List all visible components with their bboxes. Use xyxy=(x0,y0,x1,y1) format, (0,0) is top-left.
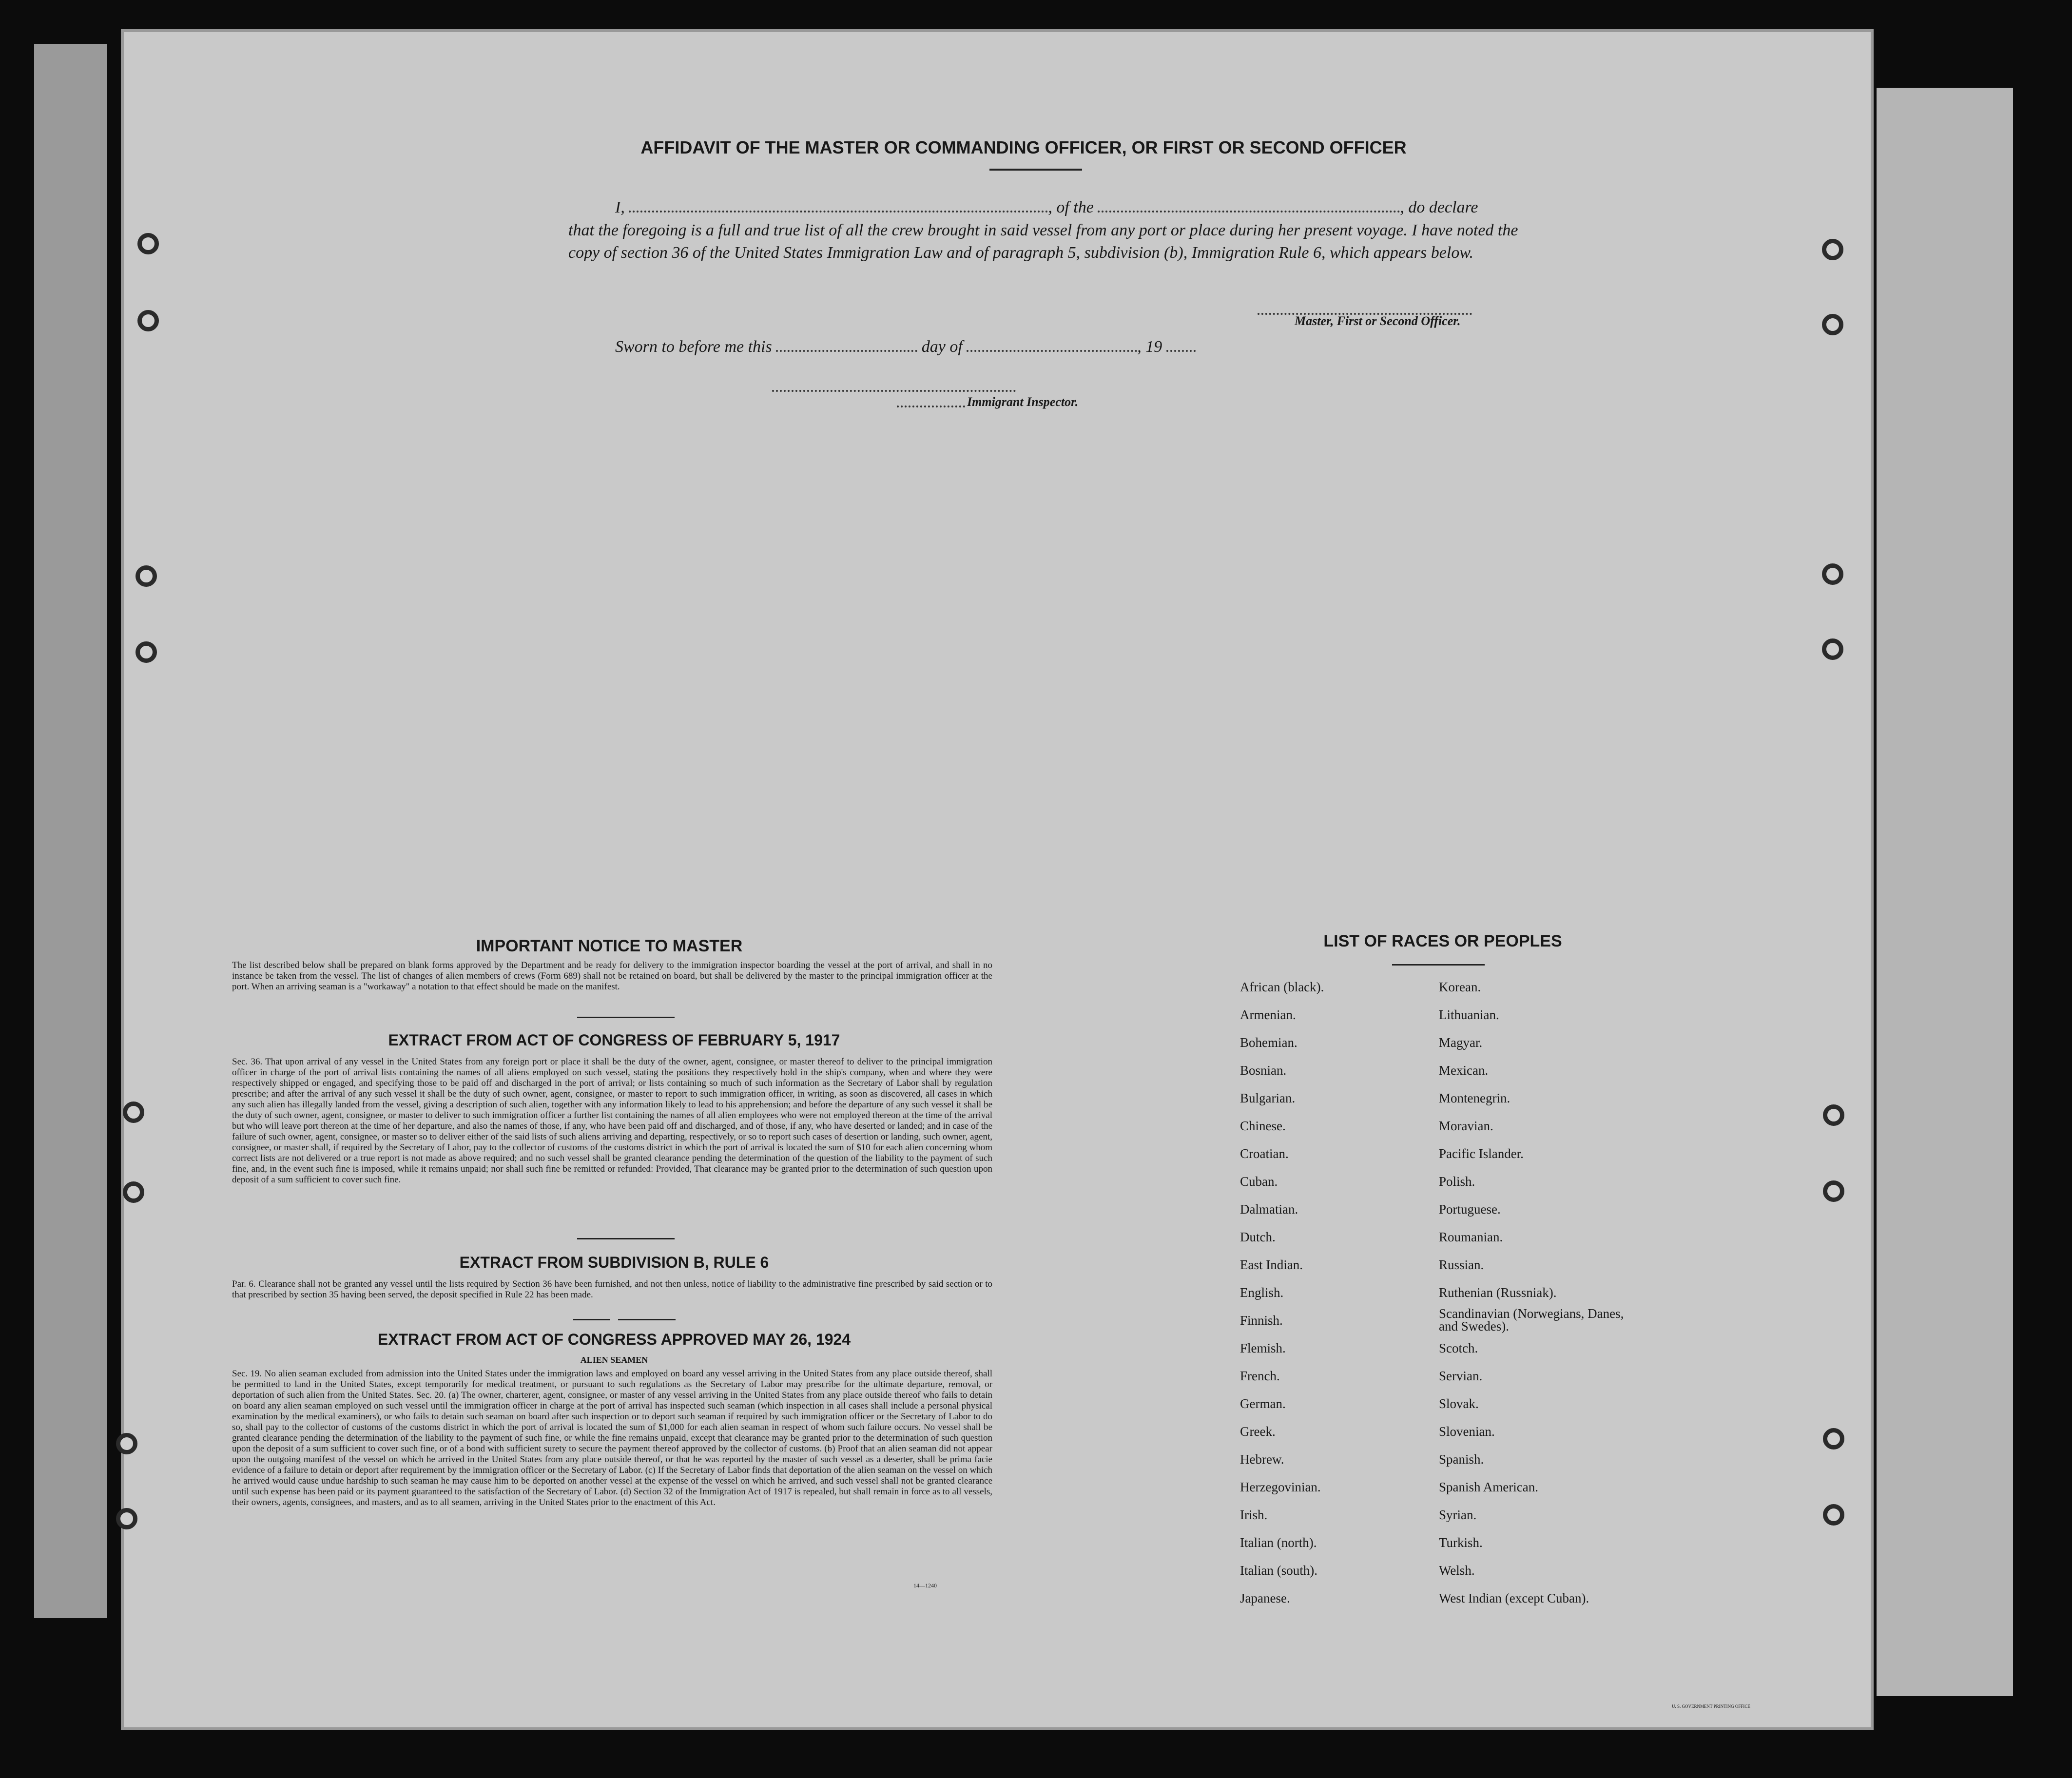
race-left: East Indian. xyxy=(1240,1257,1303,1272)
races-rule xyxy=(1392,964,1485,966)
extract-1917-text: Sec. 36. That upon arrival of any vessel in the United States from any foreign port or place it shall be the duty of the owner, agent, consignee, or master thereof to deliver to the principal immigration officer in charge of the port of arrival lists containing the names of all aliens employed on such vessel, stating the positions they respectively hold in the ship's company, when and where they were respectively shipped or engaged, and specifying those to be paid off and discharged in the port of arrival; or lists containing so much of such information as the Secretary of Labor shall by regulation prescribe; and after the arrival of any such vessel it shall be the duty of such owner, agent, consignee, or master to report to such immigration officer, in writing, as soon as discovered, all cases in which any such alien has illegally landed from the vessel, giving a description of such alien, together with any information likely to lead to his apprehension; and before the departure of any such vessel it shall be the duty of such owner, agent, consignee, or master to deliver to such immigration officer a further list containing the names of all alien employees who were not employed thereon at the time of the arrival but who will leave port thereon at the time of her departure, and also the names of those, if any, who have been paid off and discharged, and of those, if any, who have deserted or landed; and in case of the failure of such owner, agent, consignee, or master so to deliver either of the said lists of such aliens arriving and departing, respectively, or so to report such cases of desertion or landing, such owner, agent, consignee, or master shall, if required by the Secretary of Labor, pay to the collector of customs of the customs district in which the port of arrival is located the sum of $10 for each alien concerning whom correct lists are not delivered or a true report is not made as above required; and no such vessel shall be granted clearance pending the determination of the question of the liability to the payment of such fine, and, in the event such fine is imposed, while it remains unpaid; nor shall such fine be remitted or refunded: Provided, That clearance may be granted prior to the determination of such question upon deposit of a sum sufficient to cover such fine. xyxy=(232,1057,992,1185)
binder-hole xyxy=(116,1508,137,1529)
binder-hole xyxy=(1823,1428,1844,1449)
binder-hole xyxy=(136,565,157,587)
race-right: Ruthenian (Russniak). xyxy=(1439,1285,1557,1300)
printer-imprint: U. S. GOVERNMENT PRINTING OFFICE xyxy=(1672,1704,1750,1709)
binder-hole xyxy=(1822,314,1843,335)
race-left: Dalmatian. xyxy=(1240,1202,1298,1217)
race-right: Polish. xyxy=(1439,1174,1475,1189)
race-right: Spanish. xyxy=(1439,1452,1484,1467)
race-left: Herzegovinian. xyxy=(1240,1480,1321,1494)
binder-hole xyxy=(1823,1504,1844,1526)
binder-hole xyxy=(116,1433,137,1454)
race-left: Japanese. xyxy=(1240,1591,1290,1605)
race-left: Dutch. xyxy=(1240,1230,1276,1244)
sworn-day-field[interactable] xyxy=(776,335,917,352)
race-right: Portuguese. xyxy=(1439,1202,1501,1217)
binder-hole xyxy=(137,310,159,331)
race-right: Moravian. xyxy=(1439,1119,1493,1133)
affidavit-title-rule xyxy=(989,169,1082,171)
inspector-signature-label: Immigrant Inspector. xyxy=(967,395,1079,409)
declaration-do-declare: , do declare xyxy=(1400,198,1478,216)
race-right: Spanish American. xyxy=(1439,1480,1538,1494)
vessel-field[interactable] xyxy=(1098,196,1400,213)
binder-hole xyxy=(136,641,157,663)
extract-1924-text: Sec. 19. No alien seaman excluded from admission into the United States under the immigration laws and employed on board any vessel arriving in the United States from any place outside thereof, shall be permitted to land in the United States, except temporarily for medical treatment, or pursuant to such regulations as the Secretary of Labor may prescribe for the ultimate departure, removal, or deportation of such alien from the United States. Sec. 20. (a) The owner, charterer, agent, consignee, or master of any vessel arriving in the United States from any place outside thereof who fails to detain on board any alien seaman employed on such vessel until the immigration officer in charge at the port of arrival has inspected such seaman (which inspection in all cases shall include a personal physical examination by the medical examiners), or who fails to detain such seaman on board after such inspection or to deport such seaman if required by such immigration officer or the Secretary of Labor to do so, shall pay to the collector of customs of the customs district in which the port of arrival is located the sum of $1,000 for each alien seaman in respect of whom such failure occurs. No vessel shall be granted clearance pending the determination of the liability to the payment of such fine, or while the fine remains unpaid, except that clearance may be granted prior to the determination of such question upon the deposit of a sum sufficient to cover such fine, or of a bond with sufficient surety to secure the payment thereof approved by the collector of customs. (b) Proof that an alien seaman did not appear upon the outgoing manifest of the vessel on which he arrived in the United States from any place outside thereof, or that he was reported by the master of such vessel as a deserter, shall be prima facie evidence of a failure to detain or deport after requirement by the immigration officer or the Secretary of Labor. (c) If the Secretary of Labor finds that deportation of the alien seaman on the vessel on which he arrived would cause undue hardship to such seaman he may cause him to be deported on another vessel at the expense of the vessel on which he arrived, and such vessel shall not be granted clearance until such expense has been paid or its payment guaranteed to the satisfaction of the Secretary of Labor. (d) Section 32 of the Immigration Act of 1917 is repealed, but shall remain in force as to all vessels, their owners, agents, consignees, and masters, and as to all seamen, arriving in the United States prior to the enactment of this Act. xyxy=(232,1369,992,1507)
race-left: African (black). xyxy=(1240,980,1324,994)
underlying-page-right xyxy=(1877,88,2013,1696)
race-left: Greek. xyxy=(1240,1424,1276,1439)
race-left: Flemish. xyxy=(1240,1341,1286,1355)
underlying-page-left xyxy=(34,44,107,1618)
extract-rule6-rule-b xyxy=(618,1319,676,1320)
sworn-text: Sworn to before me this xyxy=(615,338,772,356)
race-left: Italian (south). xyxy=(1240,1563,1317,1578)
races-title: LIST OF RACES OR PEOPLES xyxy=(1323,932,1562,950)
sworn-year-field[interactable] xyxy=(1166,335,1196,352)
race-right: Slovenian. xyxy=(1439,1424,1495,1439)
declaration-line xyxy=(615,196,1536,219)
sworn-day-of: day of xyxy=(921,338,963,356)
binder-hole xyxy=(1823,1180,1844,1202)
binder-hole xyxy=(1823,1104,1844,1126)
race-left: Cuban. xyxy=(1240,1174,1278,1189)
binder-hole xyxy=(1822,239,1843,260)
name-field[interactable] xyxy=(629,196,1048,213)
race-right: West Indian (except Cuban). xyxy=(1439,1591,1589,1605)
declaration-i: I, xyxy=(615,198,625,216)
race-left: Finnish. xyxy=(1240,1313,1283,1328)
race-left: Croatian. xyxy=(1240,1146,1289,1161)
declaration-body: that the foregoing is a full and true list of all the crew brought in said vessel from any port or place during her present voyage. I have noted the copy of section 36 of the United States Immigration Law and of paragraph 5, subdivision (b), Immigration Rule 6, which appears below. xyxy=(568,221,1518,262)
extract-1917-title: EXTRACT FROM ACT OF CONGRESS OF FEBRUARY 5, 1917 xyxy=(388,1031,840,1049)
extract-rule6-text: Par. 6. Clearance shall not be granted any vessel until the lists required by Section 36 have been furnished, and not then unless, notice of liability to the administrative fine prescribed by said section or to that prescribed by section 35 having been served, the deposit specified in Rule 22 has been made. xyxy=(232,1279,992,1300)
binder-hole xyxy=(1822,638,1843,660)
binder-hole xyxy=(1822,563,1843,585)
extract-1924-title: EXTRACT FROM ACT OF CONGRESS APPROVED MAY 26, 1924 xyxy=(377,1331,851,1348)
race-left: Bohemian. xyxy=(1240,1035,1297,1050)
inspector-signature-field[interactable] xyxy=(772,375,1016,392)
race-right: Russian. xyxy=(1439,1257,1484,1272)
binder-hole xyxy=(137,233,159,254)
binder-hole xyxy=(123,1181,144,1203)
race-right: Mexican. xyxy=(1439,1063,1489,1078)
race-left: Chinese. xyxy=(1240,1119,1286,1133)
declaration-of-the: , of the xyxy=(1048,198,1094,216)
notice-text: The list described below shall be prepared on blank forms approved by the Department and be ready for delivery to the immigration inspector boarding the vessel at the port of arrival, and shall in no instance be taken from the vessel. The list of changes of alien members of crews (Form 689) shall not be retained on board, but shall be delivered by the master to the principal immigration officer at the port. When an arriving seaman is a "workaway" a notation to that effect should be made on the manifest. xyxy=(232,960,992,992)
race-left: French. xyxy=(1240,1369,1280,1383)
race-right: Slovak. xyxy=(1439,1396,1479,1411)
sworn-line xyxy=(615,335,1297,358)
race-right: Welsh. xyxy=(1439,1563,1475,1578)
inspector-signature-field-2[interactable] xyxy=(897,391,965,407)
race-left: Armenian. xyxy=(1240,1007,1296,1022)
form-number: 14—1240 xyxy=(913,1582,937,1589)
extract-1924-subtitle: ALIEN SEAMEN xyxy=(580,1355,648,1365)
race-right: Scandinavian (Norwegians, Danes, and Swedes). xyxy=(1439,1306,1624,1334)
race-left: English. xyxy=(1240,1285,1284,1300)
master-signature-label: Master, First or Second Officer. xyxy=(1295,314,1461,328)
race-left: Hebrew. xyxy=(1240,1452,1284,1467)
race-right: Roumanian. xyxy=(1439,1230,1503,1244)
race-right: Turkish. xyxy=(1439,1535,1483,1550)
race-left: German. xyxy=(1240,1396,1286,1411)
race-right: Korean. xyxy=(1439,980,1481,994)
notice-rule xyxy=(577,1017,675,1018)
race-right: Montenegrin. xyxy=(1439,1091,1510,1105)
sworn-year-prefix: , 19 xyxy=(1137,338,1162,356)
race-left: Italian (north). xyxy=(1240,1535,1317,1550)
race-right: Pacific Islander. xyxy=(1439,1146,1524,1161)
extract-1917-rule xyxy=(577,1238,675,1239)
binder-hole xyxy=(123,1102,144,1123)
race-left: Bosnian. xyxy=(1240,1063,1287,1078)
race-right: Syrian. xyxy=(1439,1507,1477,1522)
race-left: Bulgarian. xyxy=(1240,1091,1296,1105)
sworn-month-field[interactable] xyxy=(967,335,1137,352)
race-right: Lithuanian. xyxy=(1439,1007,1499,1022)
race-right: Servian. xyxy=(1439,1369,1483,1383)
affidavit-title: AFFIDAVIT OF THE MASTER OR COMMANDING OFFICER, OR FIRST OR SECOND OFFICER xyxy=(640,137,1407,157)
race-right: Scotch. xyxy=(1439,1341,1478,1355)
master-signature-field[interactable] xyxy=(1258,298,1472,315)
race-right: Magyar. xyxy=(1439,1035,1483,1050)
notice-title: IMPORTANT NOTICE TO MASTER xyxy=(476,937,743,955)
extract-rule6-title: EXTRACT FROM SUBDIVISION B, RULE 6 xyxy=(459,1254,769,1271)
extract-rule6-rule-a xyxy=(573,1319,610,1320)
race-left: Irish. xyxy=(1240,1507,1268,1522)
